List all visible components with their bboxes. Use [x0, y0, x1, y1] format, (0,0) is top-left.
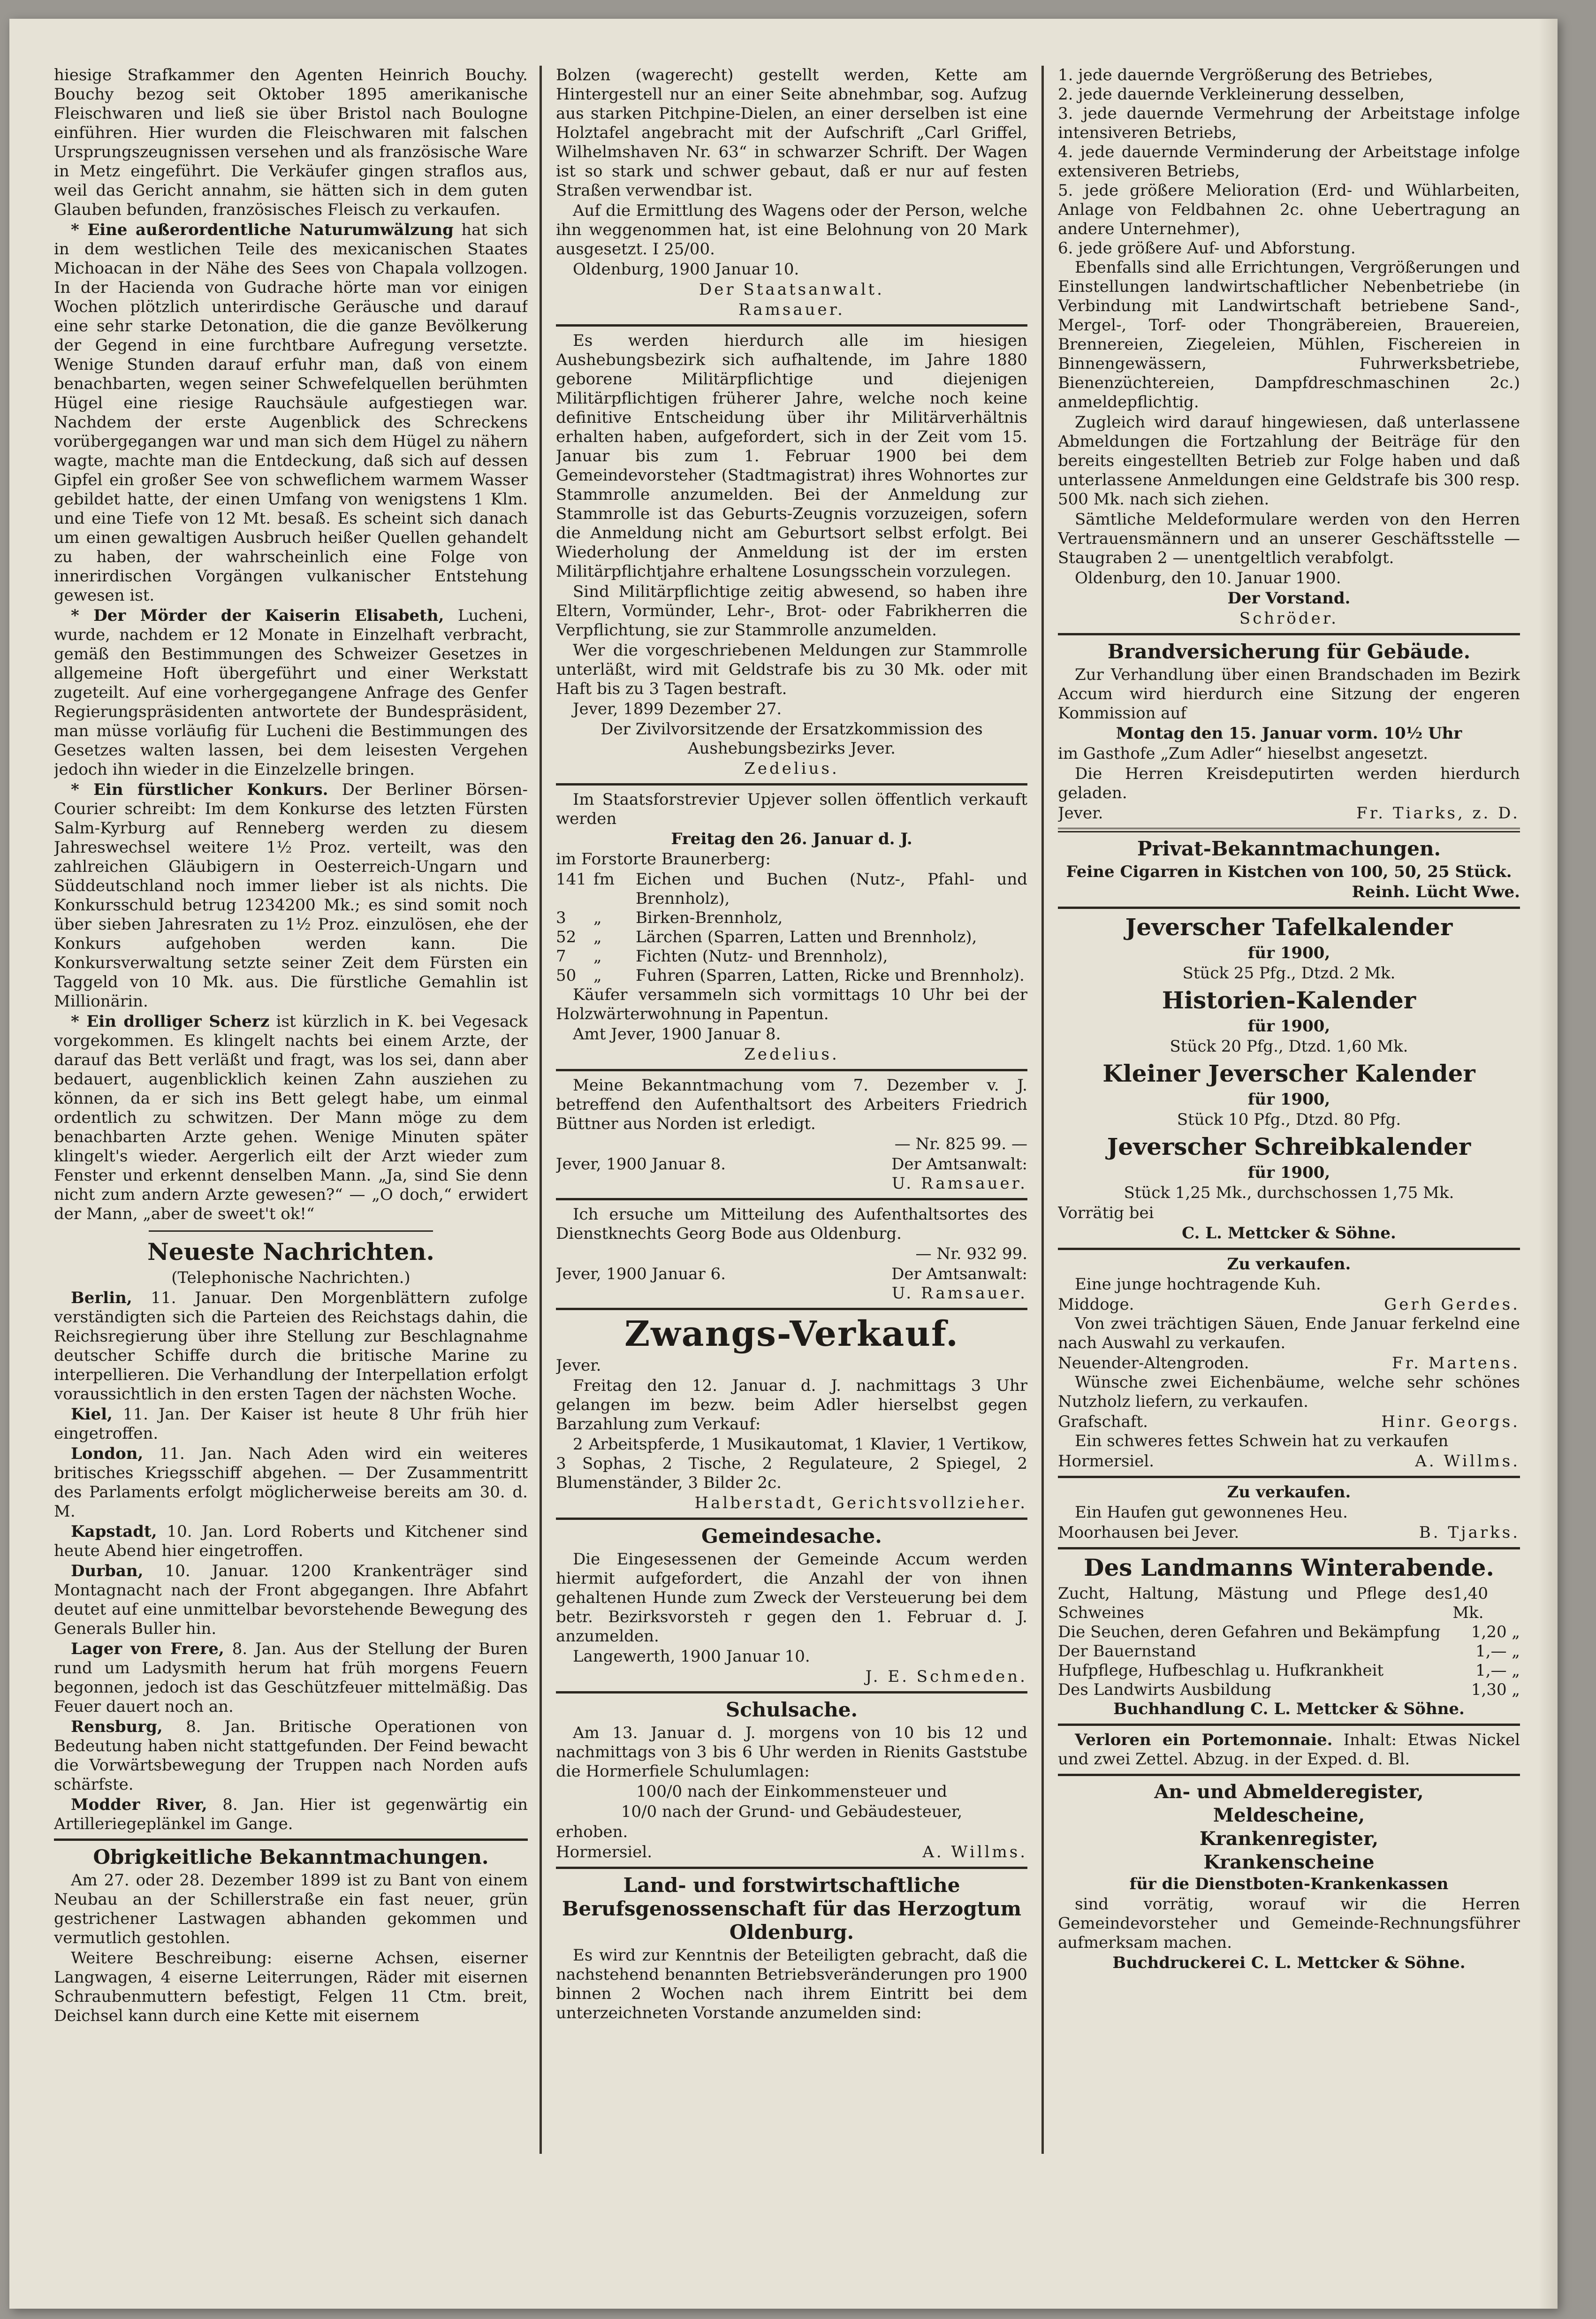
- advert-price: Stück 25 Pfg., Dtzd. 2 Mk.: [1182, 964, 1396, 983]
- notice-text: Käufer versammeln sich vormittags 10 Uhr bei der Holzwärterwohnung in Papentun.: [556, 985, 1027, 1023]
- notice-place: Jever.: [556, 1356, 601, 1375]
- advert-signature: Reinh. Lücht Wwe.: [1352, 883, 1520, 901]
- divider: [556, 1308, 1027, 1310]
- section-title: Neueste Nachrichten.: [147, 1238, 434, 1266]
- article-text: hiesige Strafkammer den Agenten Heinrich Bouchy. Bouchy bezog seit Oktober 1895 amerikanische Fleischwaren und ließ sie über Bristol nach Boulogne einführen. Hier wurden die Fleischwaren mit falschen Ursprungszeugnissen versehen und als französische Ware in Metz eingeführt. Die Verkäufer gingen straflos aus, weil das Gericht annahm, sie hätten sich in dem guten Glauben befunden, französisches Fleisch zu verkaufen.: [54, 66, 528, 219]
- advert-text: Feine Cigarren in Kistchen von 100, 50, 25 Stück.: [1066, 862, 1512, 881]
- list-item: 2. jede dauernde Verkleinerung desselben,: [1058, 85, 1405, 104]
- article-heading: * Ein fürstlicher Konkurs.: [71, 780, 328, 799]
- divider: [556, 1691, 1027, 1693]
- reference-number: I 25/00.: [652, 240, 715, 259]
- notice-footer: Hormersiel. A. Willms.: [556, 1843, 1027, 1861]
- notice-text: 10/0 nach der Grund- und Gebäudesteuer,: [621, 1802, 963, 1821]
- section-title: Land- und forstwirtschaftliche Berufsgenossenschaft für das Herzogtum Oldenburg.: [562, 1874, 1022, 1944]
- notice-signature: Der Staatsanwalt.: [699, 280, 884, 299]
- divider: [556, 1867, 1027, 1869]
- notice-text: erhoben.: [556, 1823, 628, 1841]
- notice-signature: U. Ramsauer.: [891, 1284, 1027, 1303]
- notice-signature: Zedelius.: [744, 1045, 839, 1064]
- list-item: 3. jede dauernde Vermehrung der Arbeitstage infolge intensiveren Betriebs,: [1058, 104, 1520, 142]
- advert-title: Kleiner Jeverscher Kalender: [1102, 1060, 1475, 1087]
- article-heading: * Der Mörder der Kaiserin Elisabeth,: [71, 606, 444, 625]
- advert-text: Von zwei trächtigen Säuen, Ende Januar ferkelnd eine nach Auswahl zu verkaufen.: [1058, 1314, 1520, 1352]
- article-text: ist kürzlich in K. bei Vegesack vorgekommen. Es klingelt nachts bei einem Arzte, der darauf das Bett verläßt und fragt, was los sei, dann aber bedauert, augenblicklich keinen Zahn ausziehen zu können, da er sich ins Bett gelegt habe, um einmal ordentlich zu schwitzen. Der Mann möge zu dem benachbarten Arzte gehen. Wenige Minuten später klingelt's wieder. Aergerlich eilt der Arzt wieder zum Fenster und erkennt denselben Mann. „Ja, sind Sie denn nicht zum andern Arzte gewesen?“ — „O doch,“ erwidert der Mann, „aber de sweet't ok!“: [54, 1012, 528, 1223]
- divider: [556, 324, 1027, 327]
- advert-footer: Grafschaft. Hinr. Georgs.: [1058, 1412, 1520, 1431]
- divider: [1058, 828, 1520, 832]
- notice-text: Wer die vorgeschriebenen Meldungen zur Stammrolle unterläßt, wird mit Geldstrafe bis zu 30 Mk. oder mit Haft bis zu 3 Tagen bestraft.: [556, 641, 1027, 698]
- notice-signature: Der Vorstand.: [1227, 589, 1351, 608]
- advert-title: Jeverscher Tafelkalender: [1125, 913, 1453, 941]
- column-rule: [1041, 66, 1044, 2154]
- notice-text: Freitag den 12. Januar d. J. nachmittags 3 Uhr gelangen im bezw. beim Adler hierselbst gegen Barzahlung zum Verkauf:: [556, 1376, 1027, 1434]
- wood-list-item: 50 „ Fuhren (Sparren, Latten, Ricke und Brennholz).: [556, 966, 1025, 985]
- advert-title: Krankenregister,: [1199, 1828, 1379, 1850]
- notice-date: Amt Jever, 1900 Januar 8.: [573, 1025, 781, 1044]
- notice-text: Es werden hierdurch alle im hiesigen Aushebungsbezirk sich aufhaltende, im Jahre 1880 geborene Militärpflichtige und diejenigen Militärpflichtigen früherer Jahre, welche noch keine definitive Entscheidung über ihr Militärverhältnis erhalten haben, aufgefordert, sich in der Zeit vom 15. Januar bis zum 1. Februar 1900 bei dem Gemeindevorsteher (Stadtmagistrat) ihres Wohnortes zur Stammrolle anzumelden. Bei der Anmeldung zur Stammrolle ist das Geburts-Zeugnis vorzuzeigen, sofern die Anmeldung nicht am Geburtsort selbst erfolgt. Bei Wiederholung der Anmeldung ist der im ersten Militärpflichtjahre erhaltene Losungsschein vorzulegen.: [556, 331, 1027, 581]
- notice-text: 100/0 nach der Einkommensteuer und: [636, 1782, 947, 1801]
- advert-footer: Moorhausen bei Jever. B. Tjarks.: [1058, 1523, 1520, 1542]
- notice-signature: Zedelius.: [744, 759, 839, 778]
- notice-text: Meine Bekanntmachung vom 7. Dezember v. J. betreffend den Aufenthaltsort des Arbeiters Friedrich Büttner aus Norden ist erledigt.: [556, 1076, 1027, 1133]
- notice-signature: J. E. Schmeden.: [865, 1667, 1027, 1686]
- column-1: [54, 66, 528, 2168]
- notice-text: Ich ersuche um Mitteilung des Aufenthaltsortes des Dienstknechts Georg Bode aus Oldenburg.: [556, 1205, 1027, 1243]
- advert-price: Stück 1,25 Mk., durchschossen 1,75 Mk.: [1124, 1183, 1454, 1202]
- notice-text: im Forstorte Braunerberg:: [556, 850, 771, 869]
- advert-footer: Hormersiel. A. Willms.: [1058, 1452, 1520, 1471]
- article-text: Lucheni, wurde, nachdem er 12 Monate in Einzelhaft verbracht, gemäß den Bestimmungen des Schweizer Gesetzes in allgemeine Hoft übergeführt und einer Werkstatt zugeteilt. Auf eine vorhergegangene Anfrage des Genfer Regierungspräsidenten antwortete der Bundespräsident, man müsse vorläufig für Lucheni die Bestimmungen des Gesetzes walten lassen, bei dem leisesten Vergehen jedoch ihn wieder in die Einzelzelle bringen.: [54, 606, 528, 779]
- advert-title: Krankenscheine: [1203, 1851, 1375, 1873]
- notice-text: 2 Arbeitspferde, 1 Musikautomat, 1 Klavier, 1 Vertikow, 3 Sophas, 2 Tische, 2 Regulateure, 2 Spiegel, 2 Blumenständer, 3 Bilder 2c.: [556, 1435, 1027, 1492]
- advert-text: für die Dienstboten-Krankenkassen: [1129, 1875, 1449, 1893]
- news-item: Durban, 10. Januar. 1200 Krankenträger sind Montagnacht nach der Front abgegangen. Ihre Abfahrt deutet auf eine unmittelbar bevorstehende Bewegung des Generals Buller hin.: [54, 1562, 528, 1638]
- notice-signature: Der Zivilvorsitzende der Ersatzkommission des Aushebungsbezirks Jever.: [600, 720, 983, 758]
- article-text: Der Berliner Börsen-Courier schreibt: Im dem Konkurse des letzten Fürsten Salm-Kyrburg auf Renneberg werden zu diesem Jahreswechsel weitere 1½ Proz. verteilt, was den zahlreichen Gläubigern in Oesterreich-Ungarn und Süddeutschland noch immer lieber ist als nichts. Die Konkursschuld betrug 1234200 Mk.; es sind somit noch über sieben Jahresraten zu 1½ Proz. einzulösen, ehe der Konkurs aufgehoben werden kann. Die Konkursverwaltung setzte seiner Zeit dem Fürsten ein Taggeld von 10 Mk. aus. Die fürstliche Gemahlin ist Millionärin.: [54, 780, 528, 1011]
- advert-firm: C. L. Mettcker & Söhne.: [1182, 1224, 1396, 1243]
- wood-list-item: 52 „ Lärchen (Sparren, Latten und Brennholz),: [556, 928, 977, 946]
- divider: [556, 1198, 1027, 1200]
- book-item: Die Seuchen, deren Gefahren und Bekämpfung 1,20 „: [1058, 1623, 1520, 1641]
- divider: [54, 1838, 528, 1841]
- article: [54, 780, 528, 1011]
- divider: [1058, 1724, 1520, 1726]
- article-heading: * Ein drolliger Scherz: [71, 1012, 270, 1031]
- wood-list-item: 7 „ Fichten (Nutz- und Brennholz),: [556, 947, 888, 966]
- notice-signature: U. Ramsauer.: [891, 1174, 1027, 1193]
- notice-text: Sämtliche Meldeformulare werden von den Herren Vertrauensmännern und an unserer Geschäftsstelle — Staugraben 2 — unentgeltlich verabfolgt.: [1058, 510, 1520, 567]
- notice-footer: Jever, 1900 Januar 8. Der Amtsanwalt:: [556, 1155, 1027, 1174]
- advert-title: Meldescheine,: [1213, 1804, 1365, 1826]
- list-item: 5. jede größere Melioration (Erd- und Wühlarbeiten, Anlage von Feldbahnen 2c. ohne Uebertragung an andere Unternehmer),: [1058, 181, 1520, 238]
- notice-text: Auf die Ermittlung des Wagens oder der Person, welche ihn weggenommen hat, ist eine Belohnung von 20 Mark ausgesetzt. I 25/00.: [556, 201, 1027, 259]
- news-item: Modder River, 8. Jan. Hier ist gegenwärtig ein Artilleriegeplänkel im Gange.: [54, 1795, 528, 1833]
- advert-text: Ein Haufen gut gewonnenes Heu.: [1075, 1503, 1348, 1522]
- advert-footer: Neuender-Altengroden. Fr. Martens.: [1058, 1354, 1520, 1373]
- notice-text: Zur Verhandlung über einen Brandschaden im Bezirk Accum wird hierdurch eine Sitzung der engeren Kommission auf: [1058, 665, 1520, 723]
- advert-title: Jeverscher Schreibkalender: [1107, 1133, 1471, 1160]
- notice-footer: Jever, 1900 Januar 6. Der Amtsanwalt:: [556, 1265, 1027, 1283]
- section-subtitle: (Telephonische Nachrichten.): [171, 1268, 410, 1287]
- divider: [1058, 633, 1520, 635]
- divider: [556, 1518, 1027, 1520]
- column-3: 1. jede dauernde Vergrößerung des Betriebes, 2. jede dauernde Verkleinerung desselben, 3. jede dauernde Vermehrung der Arbeitstage infolge intensiveren Betriebs, 4. jede dauernde Verminderung der Arbeitstage infolge extensiveren Betriebs, 5. jede größere Melioration (Erd- und Wühlarbeiten, Anlage von Feldbahnen 2c. ohne Uebertragung an andere Unternehmer), 6. jede größere Auf- und Abforstung. Ebenfalls sind alle Errichtungen, Vergrößerungen und Einstellungen landwirtschaftlicher Nebenbetriebe (in Verbindung mit Landwirtschaft betriebene Sand-, Mergel-, Torf- oder Thongräbereien, Brauereien, Brennereien, Ziegeleien, Mühlen, Fischereien in Binnengewässern, Fuhrwerksbetriebe, Bienenzüchtereien, Dampfdreschmaschinen 2c.) anmeldepflichtig. Zugleich wird darauf hingewiesen, daß unterlassene Abmeldungen die Fortzahlung der Beiträge für den bereits eingestellten Betrieb zur Folge haben und daß unterlassene Anmeldungen eine Geldstrafe bis 300 resp. 500 Mk. nach sich ziehen. Sämtliche Meldeformulare werden von den Herren Vertrauensmännern und an unserer Geschäftsstelle — Staugraben 2 — unentgeltlich verabfolgt. Oldenburg, den 10. Januar 1900. Der Vorstand. Schröder. Brandversicherung für Gebäude. Zur Verhandlung über einen Brandschaden im Bezirk Accum wird hierdurch eine Sitzung der engeren Kommission auf Montag den 15. Januar vorm. 10½ Uhr im Gasthofe „Zum Adler“ hieselbst angesetzt. Die Herren Kreisdeputirten werden hierdurch geladen. Jever. Fr. Tiarks, z. D. Privat-Bekanntmachungen. Feine Cigarren in Kistchen von 100, 50, 25 Stück. Reinh. Lücht Wwe. Jeverscher Tafelkalender für 1900, Stück 25 Pfg., Dtzd. 2 Mk. Historien-Kalender für 1900, Stück 20 Pfg., Dtzd. 1,60 Mk. Kleiner Jeverscher Kalender für 1900, Stück 10 Pfg., Dtzd. 80 Pfg. Jeverscher Schreibkalender für 1900, Stück 1,25 Mk., durchschossen 1,75 Mk. Vorrätig bei C. L. Mettcker & Söhne. Zu verkaufen. Eine junge hochtragende Kuh. Middoge. Gerh Gerdes. Von zwei trächtigen Säuen, Ende Januar ferkelnd eine nach Auswahl zu verkaufen. Neuender-Altengroden. Fr. Martens. Wünsche zwei Eichenbäume, welche sehr schönes Nutzholz liefern, zu verkaufen. Grafschaft. Hinr. Georgs. Ein schweres fettes Schwein hat zu verkaufen Hormersiel. A. Willms. Zu verkaufen. Ein Haufen gut gewonnenes Heu. Moorhausen bei Jever. B. Tjarks. Des Landmanns Winterabende. Zucht, Haltung, Mästung und Pflege des Schweines 1,40 Mk. Die Seuchen, deren Gefahren und Bekämpfung 1,20 „ Der Bauernstand 1,— „ Hufpflege, Hufbeschlag u. Hufkrankheit 1,— „ Des Landwirts Ausbildung 1,30 „ Buchhandlung C. L. Mettcker & Söhne. Verloren ein Portemonnaie. Inhalt: Etwas Nickel und zwei Zettel. Abzug. in der Exped. d. Bl. An- und Abmelderegister, Meldescheine, Krankenregister, Krankenscheine für die Dienstboten-Krankenkassen sind vorrätig, worauf wir die Herren Gemeindevorsteher und Gemeinde-Rechnungsführer aufmerksam machen. Buchdruckerei C. L. Mettcker & Söhne.: [1058, 66, 1520, 1972]
- section-title: Gemeindesache.: [701, 1525, 882, 1548]
- list-item: 4. jede dauernde Verminderung der Arbeitstage infolge extensiveren Betriebs,: [1058, 143, 1520, 181]
- advert-firm: Buchhandlung C. L. Mettcker & Söhne.: [1113, 1700, 1465, 1718]
- notice-text: Am 13. Januar d. J. morgens von 10 bis 12 und nachmittags von 3 bis 6 Uhr werden in Rienits Gaststube die Hormerfiele Schulumlagen:: [556, 1724, 1027, 1781]
- book-item: Des Landwirts Ausbildung 1,30 „: [1058, 1680, 1520, 1699]
- wood-list-item: 141 fm Eichen und Buchen (Nutz-, Pfahl- und Brennholz),: [556, 870, 1027, 908]
- advert-text: Verloren ein Portemonnaie. Inhalt: Etwas Nickel und zwei Zettel. Abzug. in der Exped. d. Bl.: [1058, 1731, 1520, 1769]
- news-item: Kapstadt, 10. Jan. Lord Roberts und Kitchener sind heute Abend hier eingetroffen.: [54, 1522, 528, 1560]
- divider: [1058, 1774, 1520, 1776]
- section-title: Schulsache.: [725, 1698, 858, 1721]
- notice-text: Es wird zur Kenntnis der Beteiligten gebracht, daß die nachstehend benannten Betriebsveränderungen pro 1900 binnen 2 Wochen nach ihrem Eintritt bei dem unterzeichneten Vorstande anzumelden sind:: [556, 1946, 1027, 2022]
- notice-text: Bolzen (wagerecht) gestellt werden, Kette am Hintergestell nur an einer Seite abnehmbar, sog. Aufzug aus starken Pitchpine-Dielen, an einer derselben ist eine Holztafel angebracht mit der Aufschrift „Carl Griffel, Wilhelmshaven Nr. 63“ in schwarzer Schrift. Der Wagen ist so stark und schwer gebaut, daß er nur auf festen Straßen verwendbar ist.: [556, 66, 1027, 200]
- section-title: Brandversicherung für Gebäude.: [1107, 640, 1471, 663]
- news-item: Kiel, 11. Jan. Der Kaiser ist heute 8 Uhr früh hier eingetroffen.: [54, 1405, 528, 1443]
- divider: [556, 1069, 1027, 1071]
- advert-title: An- und Abmelderegister,: [1154, 1781, 1424, 1803]
- article: [54, 606, 528, 779]
- column-2: [556, 66, 1027, 2168]
- notice-signature: Halberstadt, Gerichtsvollzieher.: [694, 1494, 1027, 1512]
- advert-price: Stück 10 Pfg., Dtzd. 80 Pfg.: [1177, 1110, 1401, 1129]
- notice-text: Am 27. oder 28. Dezember 1899 ist zu Bant von einem Neubau an der Schillerstraße ein fast neuer, grün gestrichener Lastwagen abhanden gekommen und vermutlich gestohlen.: [54, 1871, 528, 1947]
- reference-number: — Nr. 932 99.: [915, 1244, 1027, 1263]
- list-item: 6. jede größere Auf- und Abforstung.: [1058, 239, 1356, 258]
- advert-text: sind vorrätig, worauf wir die Herren Gemeindevorsteher und Gemeinde-Rechnungsführer aufmerksam machen.: [1058, 1895, 1520, 1952]
- advert-title: Historien-Kalender: [1162, 986, 1416, 1014]
- notice-text: Die Eingesessenen der Gemeinde Accum werden hiermit aufgefordert, die Anzahl der von ihnen gehaltenen Hunde zum Zweck der Versteuerung bei dem betr. Bezirksvorsteh r gegen den 1. Februar d. J. anzumelden.: [556, 1550, 1027, 1646]
- notice-signature: Ramsauer.: [738, 300, 845, 319]
- divider: [1058, 907, 1520, 909]
- advert-text: Vorrätig bei: [1058, 1204, 1154, 1222]
- notice-signature: Schröder.: [1239, 609, 1339, 628]
- news-item: Lager von Frere, 8. Jan. Aus der Stellung der Buren rund um Ladysmith herum hat früh morgens Feuern begonnen, jedoch ist das Geschützfeuer mittelmäßig. Das Feuer dauert noch an.: [54, 1640, 528, 1716]
- book-item: Der Bauernstand 1,— „: [1058, 1642, 1520, 1661]
- divider: [1058, 1476, 1520, 1478]
- advert-text: Ein schweres fettes Schwein hat zu verkaufen: [1075, 1432, 1449, 1450]
- notice-date: Langewerth, 1900 Januar 10.: [573, 1647, 810, 1666]
- notice-date: Oldenburg, den 10. Januar 1900.: [1075, 569, 1341, 587]
- article-text: hat sich in dem westlichen Teile des mexicanischen Staates Michoacan in der Nähe des Sees von Chapala vollzogen. In der Hacienda von Gudrache hörte man vor einigen Wochen plötzlich unterirdische Geräusche und darauf eine sehr starke Detonation, die die ganze Bevölkerung der Gegend in eine furchtbare Aufregung versetzte. Wenige Stunden darauf erfuhr man, daß von einem benachbarten, wegen seiner Schwefelquellen berühmten Hügel eine riesige Rauchsäule aufgestiegen war. Nachdem der erste Augenblick des Schreckens vorübergegangen war und man sich dem Hügel zu nähern wagte, machte man die Entdeckung, daß sich auf dessen Gipfel ein großer See von schweflichem warmem Wasser gebildet hatte, der einen Umfang von wenigstens 1 Klm. und eine Tiefe von 12 Mt. besaß. Es scheint sich danach um einen gewaltigen Ausbruch heißer Quellen gehandelt zu haben, der wahrscheinlich eine Folge von innerirdischen Vorgängen vulkanischer Entstehung gewesen ist.: [54, 221, 528, 605]
- notice-text: im Gasthofe „Zum Adler“ hieselbst angesetzt.: [1058, 744, 1428, 763]
- notice-text: Im Staatsforstrevier Upjever sollen öffentlich verkauft werden: [556, 790, 1027, 828]
- reference-number: — Nr. 825 99. —: [894, 1135, 1027, 1153]
- section-title: Zu verkaufen.: [1227, 1255, 1351, 1274]
- advert-footer: Middoge. Gerh Gerdes.: [1058, 1295, 1520, 1314]
- section-title: Privat-Bekanntmachungen.: [1137, 837, 1441, 860]
- notice-text: Die Herren Kreisdeputirten werden hierdurch geladen.: [1058, 764, 1520, 802]
- advert-text: Wünsche zwei Eichenbäume, welche sehr schönes Nutzholz liefern, zu verkaufen.: [1058, 1373, 1520, 1411]
- news-item: Rensburg, 8. Jan. Britische Operationen von Bedeutung haben nicht stattgefunden. Der Feind bewacht die Vorwärtsbewegung der Truppen nach Norden aufs schärfste.: [54, 1717, 528, 1794]
- notice-date: Oldenburg, 1900 Januar 10.: [573, 260, 799, 279]
- notice-footer: Jever. Fr. Tiarks, z. D.: [1058, 804, 1520, 823]
- auction-date: Freitag den 26. Januar d. J.: [671, 830, 912, 848]
- divider: [556, 783, 1027, 786]
- article-heading: * Eine außerordentliche Naturumwälzung: [71, 221, 454, 239]
- article: [54, 221, 528, 605]
- news-item: Berlin, 11. Januar. Den Morgenblättern zufolge verständigten sich die Parteien des Reichstags dahin, die Reichsregierung über ihre Stellung zur Beschlagnahme deutscher Schiffe durch die britische Marine zu interpellieren. Die Verhandlung der Interpellation erfolgt voraussichtlich in den ersten Tagen der nächsten Woche.: [54, 1289, 528, 1404]
- list-item: 1. jede dauernde Vergrößerung des Betriebes,: [1058, 66, 1433, 84]
- article: [54, 1012, 528, 1224]
- change-list: [1058, 66, 1520, 258]
- column-rule: [540, 66, 542, 2154]
- divider: [1058, 1547, 1520, 1549]
- section-title: Zwangs-Verkauf.: [624, 1314, 959, 1354]
- divider: [1058, 1248, 1520, 1250]
- meeting-date: Montag den 15. Januar vorm. 10½ Uhr: [1116, 724, 1462, 743]
- advert-firm: Buchdruckerei C. L. Mettcker & Söhne.: [1112, 1953, 1466, 1972]
- advert-title: Des Landmanns Winterabende.: [1084, 1554, 1494, 1581]
- news-item: London, 11. Jan. Nach Aden wird ein weiteres britisches Kriegsschiff abgehen. — Der Zusammentritt des Parlaments erfolgt möglicherweise bereits am 30. d. M.: [54, 1444, 528, 1521]
- notice-text: Weitere Beschreibung: eiserne Achsen, eiserner Langwagen, 4 eiserne Leiterrungen, Räder mit eisernen Schraubenmuttern befestigt, Felgen 11 Ctm. breit, Deichsel kann durch eine Kette mit eisernem: [54, 1949, 528, 2025]
- notice-text: Zugleich wird darauf hingewiesen, daß unterlassene Abmeldungen die Fortzahlung der Beiträge für den bereits eingestellten Betrieb zur Folge haben und daß unterlassene Anmeldungen eine Geldstrafe bis 300 resp. 500 Mk. nach sich ziehen.: [1058, 413, 1520, 509]
- advert-price: Stück 20 Pfg., Dtzd. 1,60 Mk.: [1170, 1037, 1408, 1056]
- section-title: Zu verkaufen.: [1227, 1483, 1351, 1502]
- notice-date: Jever, 1899 Dezember 27.: [573, 700, 782, 718]
- notice-text: Ebenfalls sind alle Errichtungen, Vergrößerungen und Einstellungen landwirtschaftlicher Nebenbetriebe (in Verbindung mit Landwirtschaft betriebene Sand-, Mergel-, Torf- oder Thongräbereien, Brauereien, Brennereien, Ziegeleien, Mühlen, Fischereien in Binnengewässern, Fuhrwerksbetriebe, Bienenzüchtereien, Dampfdreschmaschinen 2c.) anmeldepflichtig.: [1058, 258, 1520, 412]
- section-title: Obrigkeitliche Bekanntmachungen.: [93, 1846, 489, 1869]
- wood-list-item: 3 „ Birken-Brennholz,: [556, 908, 783, 927]
- book-item: Hufpflege, Hufbeschlag u. Hufkrankheit 1,— „: [1058, 1661, 1520, 1680]
- divider: [149, 1230, 433, 1232]
- book-item: Zucht, Haltung, Mästung und Pflege des Schweines 1,40 Mk.: [1058, 1584, 1489, 1622]
- newspaper-page: [9, 19, 1558, 2309]
- notice-text: Sind Militärpflichtige zeitig abwesend, so haben ihre Eltern, Vormünder, Lehr-, Brot- oder Fabrikherren die Verpflichtung, sie zur Stammrolle anzumelden.: [556, 582, 1027, 640]
- advert-text: Eine junge hochtragende Kuh.: [1075, 1275, 1321, 1294]
